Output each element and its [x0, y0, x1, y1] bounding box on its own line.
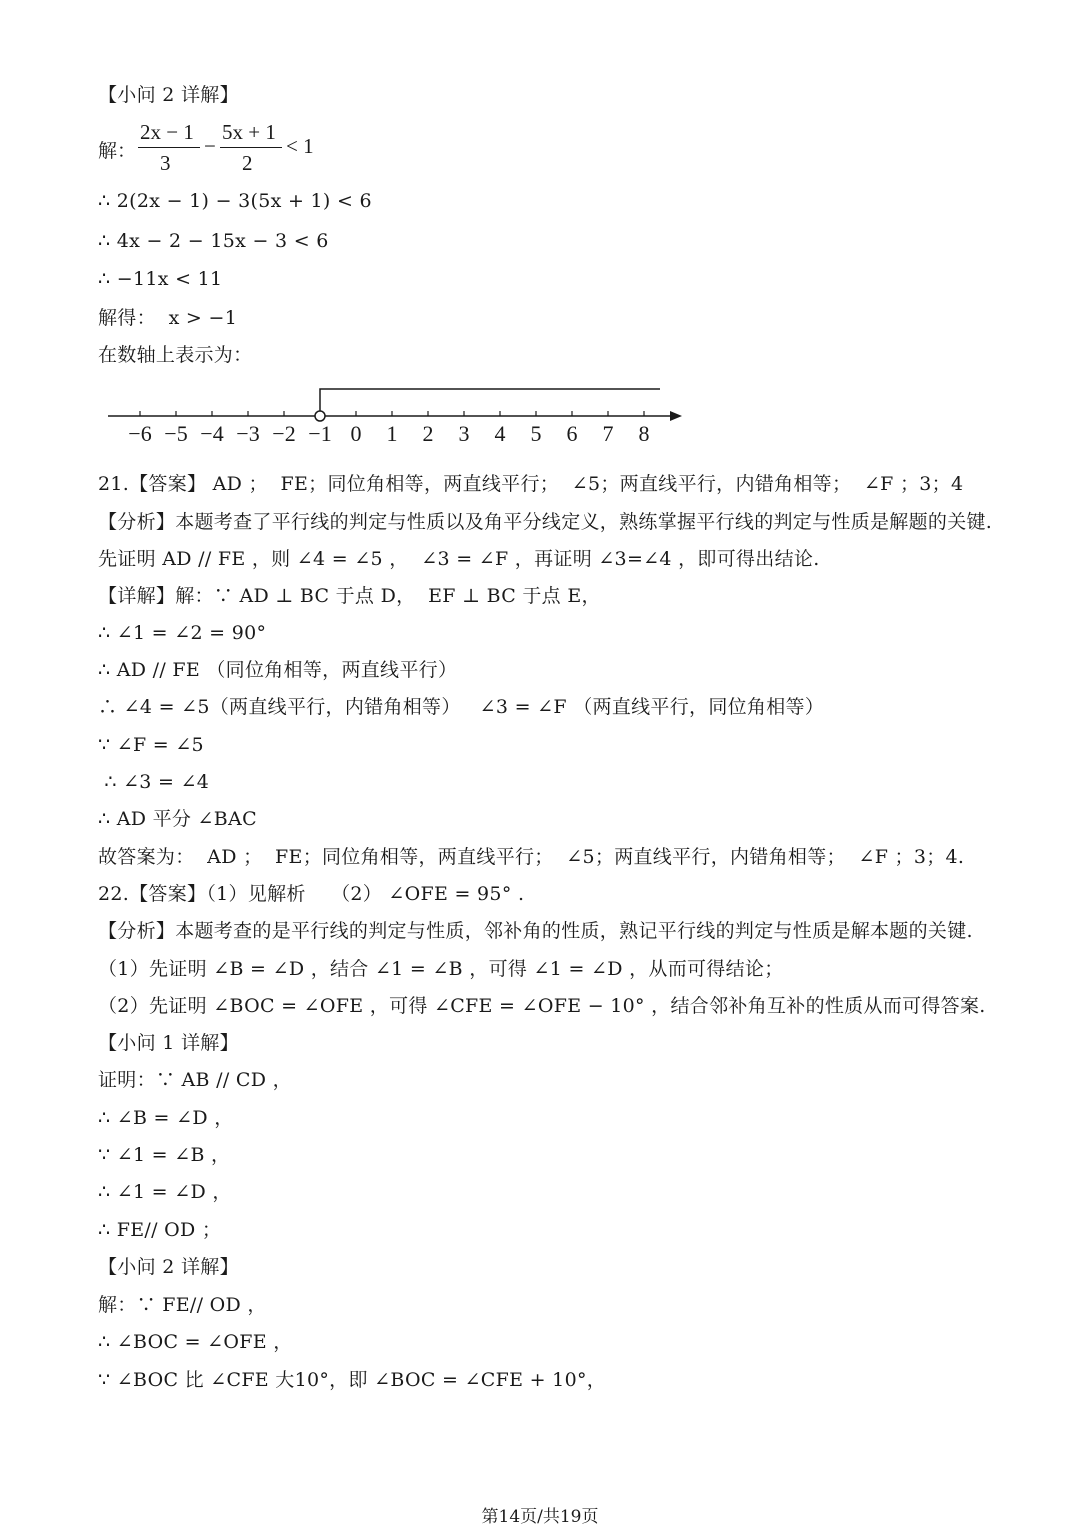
- step-line: 解：∵ FE// OD ，: [98, 1294, 267, 1316]
- number-line-diagram: [100, 380, 700, 450]
- solution-prefix: 解：: [98, 140, 137, 162]
- step-line: ∴ ∠4 = ∠5（两直线平行，内错角相等） ∠3 = ∠F （两直线平行，同位角相等）: [98, 696, 825, 718]
- solution-line: 解得： x > −1: [98, 307, 238, 329]
- step-line: ∴ AD // FE （同位角相等，两直线平行）: [98, 659, 458, 681]
- tick-label: −1: [308, 421, 332, 446]
- tick-label: −4: [200, 421, 224, 446]
- tick-label: 3: [458, 421, 470, 446]
- page-footer: 第14页/共19页: [481, 1507, 599, 1527]
- step-line: ∵ ∠1 = ∠B ，: [98, 1144, 231, 1166]
- tick-label: −2: [272, 421, 296, 446]
- tick-label: 8: [638, 421, 650, 446]
- step-line: 证明：∵ AB // CD ，: [98, 1069, 292, 1091]
- step-line: ∴ ∠3 = ∠4: [98, 771, 210, 793]
- step-line: ∴ −11x < 11: [98, 268, 223, 290]
- step-line: ∴ 2(2x − 1) − 3(5x + 1) < 6: [98, 190, 372, 212]
- axis-arrow: [670, 411, 682, 421]
- tick-label: −5: [164, 421, 188, 446]
- denominator-2: 2: [242, 151, 253, 175]
- step-line: ∴ FE// OD ；: [98, 1219, 222, 1241]
- step-line: ∴ 4x − 2 − 15x − 3 < 6: [98, 230, 329, 252]
- minus-sign: −: [204, 134, 216, 158]
- step-line: ∴ ∠BOC = ∠OFE ，: [98, 1331, 293, 1353]
- tick-label: 1: [386, 421, 398, 446]
- open-circle: [315, 411, 325, 421]
- detail-21: 【详解】解：∵ AD ⊥ BC 于点 D， EF ⊥ BC 于点 E，: [98, 585, 601, 607]
- step-line: ∵ ∠BOC 比 ∠CFE 大10°，即 ∠BOC = ∠CFE + 10°，: [98, 1369, 607, 1391]
- conclusion-21: 故答案为： AD ； FE；同位角相等，两直线平行； ∠5；两直线平行，内错角相等； ∠F ；3；4.: [98, 846, 965, 868]
- answer-21: 21.【答案】 AD ； FE；同位角相等，两直线平行； ∠5；两直线平行，内错角相等； ∠F ；3；4: [98, 473, 964, 495]
- denominator-1: 3: [160, 151, 171, 175]
- subproblem-header: 【小问 2 详解】: [98, 1256, 239, 1278]
- tick-label: 5: [530, 421, 542, 446]
- analysis-21: 【分析】本题考查了平行线的判定与性质以及角平分线定义，熟练掌握平行线的判定与性质是解题的关键.: [98, 511, 993, 533]
- step-line: ∴ ∠1 = ∠2 = 90°: [98, 622, 267, 644]
- subproblem-header: 【小问 2 详解】: [98, 84, 239, 106]
- tick-label: 0: [350, 421, 362, 446]
- fraction-bar-1: [138, 147, 200, 148]
- solution-ray: [320, 389, 660, 411]
- numerator-1: 2x − 1: [140, 120, 194, 144]
- fraction-inequality: [98, 118, 318, 178]
- step-line: ∴ ∠B = ∠D ，: [98, 1107, 234, 1129]
- answer-22: 22.【答案】（1）见解析 （2） ∠OFE = 95° .: [98, 883, 525, 905]
- subproblem-header: 【小问 1 详解】: [98, 1032, 239, 1054]
- analysis-22-part1: （1）先证明 ∠B = ∠D ，结合 ∠1 = ∠B ，可得 ∠1 = ∠D ，从而可得结论；: [98, 958, 784, 980]
- step-line: ∵ ∠F = ∠5: [98, 734, 204, 756]
- step-line: ∴ ∠1 = ∠D ，: [98, 1181, 232, 1203]
- tick-label: −3: [236, 421, 260, 446]
- tick-label: 2: [422, 421, 434, 446]
- tick-label: −6: [128, 421, 152, 446]
- tick-label: 7: [602, 421, 614, 446]
- tick-label: 6: [566, 421, 578, 446]
- analysis-22-part2: （2）先证明 ∠BOC = ∠OFE ，可得 ∠CFE = ∠OFE − 10° ，结合邻补角互补的性质从而可得答案.: [98, 995, 986, 1017]
- number-line-caption: 在数轴上表示为：: [98, 344, 253, 366]
- analysis-21-cont: 先证明 AD // FE ，则 ∠4 = ∠5 ， ∠3 = ∠F ，再证明 ∠3=∠4 ，即可得出结论.: [98, 548, 820, 570]
- inequality-tail: < 1: [286, 134, 314, 158]
- tick-label: 4: [494, 421, 506, 446]
- numerator-2: 5x + 1: [222, 120, 276, 144]
- analysis-22: 【分析】本题考查的是平行线的判定与性质，邻补角的性质，熟记平行线的判定与性质是解本题的关键.: [98, 920, 973, 942]
- fraction-bar-2: [220, 147, 282, 148]
- step-line: ∴ AD 平分 ∠BAC: [98, 808, 257, 830]
